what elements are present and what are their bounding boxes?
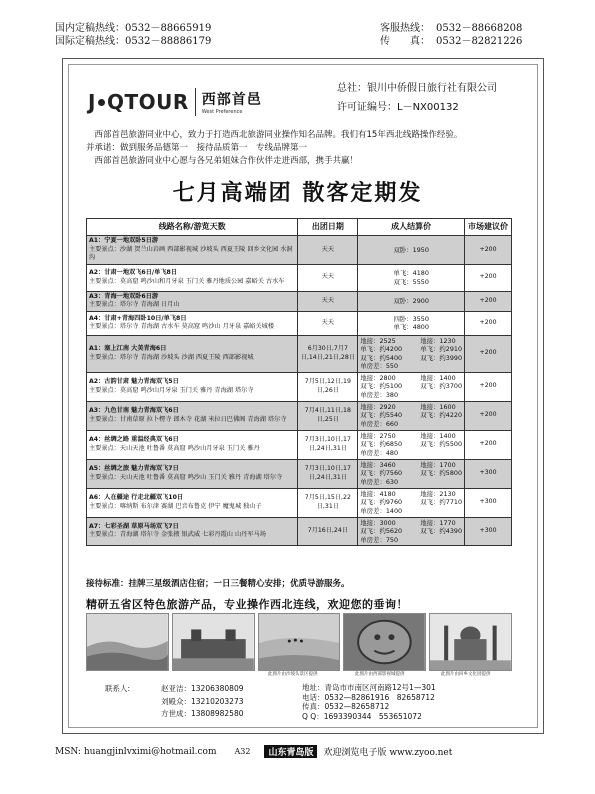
route-name: A4：丝绸之路 重温经典双飞6日 <box>89 436 179 443</box>
international-hotline: 国际定稿热线：0532－88886179 <box>55 36 212 47</box>
intro-text <box>86 129 526 168</box>
table-row <box>87 335 512 372</box>
price-cell <box>358 401 465 430</box>
depart-date: 天天 <box>298 291 358 311</box>
adult-price: 双卧：2900 <box>393 296 429 305</box>
route-cell <box>87 430 298 459</box>
website-text: 欢迎浏览电子版 www.zyoo.net <box>323 748 453 758</box>
depart-date: 7月5日,15日,22日,31日 <box>298 488 358 517</box>
route-name: A4：甘肃+青海四卧10日/单飞8日 <box>89 314 187 322</box>
price-cell <box>358 430 465 459</box>
adult-price: 地接：2525 单飞：约4200 双飞：约5400 单房差：550 <box>360 336 403 370</box>
route-cell <box>87 236 298 265</box>
photo-camels <box>258 613 341 671</box>
price-cell <box>358 517 465 546</box>
adult-price: 单飞：4180 双飞：5550 <box>393 269 429 286</box>
table-row <box>87 291 512 311</box>
domestic-hotline: 国内定稿热线：0532－88665919 <box>55 23 212 34</box>
contact-list <box>105 683 244 721</box>
price-cell <box>358 236 465 265</box>
price-cell <box>358 488 465 517</box>
depart-date: 6月30日,7月7日,14日,21日,28日 <box>298 335 358 372</box>
contact-row: 联系人: 赵亚洁： 13206380809 <box>105 684 244 693</box>
route-name: A3：青海一地双卧6日游 <box>89 292 159 300</box>
route-name: A5：丝绸之旅 魅力青海双飞7日 <box>89 465 179 472</box>
table-row <box>87 430 512 459</box>
intro-line-3: 西部首邑旅游同业中心愿与各兄弟姐妹合作伙伴走进西部，携手共赢！ <box>94 156 359 166</box>
hotline-left <box>55 22 211 48</box>
child-price: 地接：1600 双飞：约4220 <box>420 402 463 420</box>
company-info <box>337 82 497 115</box>
logo-chinese <box>202 89 262 115</box>
suggest-price: +200 <box>465 401 512 430</box>
price-cell <box>358 311 465 335</box>
price-cell <box>358 291 465 311</box>
suggest-price: +200 <box>465 430 512 459</box>
route-name: A2：甘肃一地双飞6日/单飞8日 <box>89 269 178 276</box>
route-cell <box>87 401 298 430</box>
child-price: 地接：1400 双飞：约3700 <box>420 373 463 391</box>
table-row <box>87 372 512 401</box>
adult-price: 地接：3460 双飞：约7560 单房差：630 <box>360 460 403 486</box>
suggest-price: +200 <box>465 236 512 265</box>
license-number: 许可证编号：L－NX00132 <box>337 102 459 113</box>
route-detail: 主要景点：青海湖 塔尔寺 金张掖 银武威 七彩丹霞山 山丹军马场 <box>89 531 266 539</box>
route-detail: 主要景点：沙湖 贺兰山岩画 西部影视城 沙坡头 西夏王陵 回乡文化园 水洞沟 <box>89 245 293 261</box>
depart-date: 7月3日,10日,17日,24日,31日 <box>298 430 358 459</box>
brand-logo <box>88 86 262 118</box>
depart-date: 天天 <box>298 311 358 335</box>
adult-price: 地接：2750 双飞：约6850 单房差：480 <box>360 431 403 457</box>
headline: 七月高端团 散客定期发 <box>172 181 423 206</box>
route-cell <box>87 291 298 311</box>
price-cell <box>358 372 465 401</box>
suggest-price: +200 <box>465 311 512 335</box>
header-route: 线路名称/游览天数 <box>87 219 298 236</box>
phone-1: 电话：0532—82861916 82658712 <box>302 692 435 702</box>
child-price: 地接：2130 双飞：约7710 <box>420 489 463 507</box>
route-cell <box>87 264 298 291</box>
photo-mosque <box>429 613 512 671</box>
depart-date: 天天 <box>298 236 358 265</box>
caption-1: 此图片由沙坡头景区提供 <box>268 672 318 677</box>
adult-price: 地接：4180 双飞：约9760 单房差：1400 <box>360 489 403 515</box>
logo-dot-icon <box>98 99 105 106</box>
edition-badge: 山东青岛版 <box>264 745 317 758</box>
route-cell <box>87 311 298 335</box>
table-row <box>87 311 512 335</box>
suggest-price: +200 <box>465 264 512 291</box>
photo-desert <box>86 613 169 671</box>
photo-strip <box>86 613 512 671</box>
intro-line-2: 并承诺：做到服务品德第一 接待品质第一 专线品牌第一 <box>86 143 308 153</box>
depart-date: 天天 <box>298 264 358 291</box>
table-row <box>87 459 512 488</box>
table-header <box>87 219 512 236</box>
child-price: 地接：1700 双飞：约5800 <box>420 460 463 478</box>
fax-label: 传 真： <box>380 36 430 47</box>
suggest-price: +200 <box>465 335 512 372</box>
suggest-price: +200 <box>465 291 512 311</box>
footer <box>55 745 452 758</box>
slogan: 精研五省区特色旅游产品，专业操作西北连线，欢迎您的垂询！ <box>86 598 408 611</box>
route-cell <box>87 488 298 517</box>
caption-3: 此图片由回乡文化园提供 <box>441 672 491 677</box>
route-table <box>86 218 512 546</box>
route-detail: 主要景点：莫高窟 鸣沙山月牙泉 玉门关 雅丹 青海湖 塔尔寺 <box>89 386 254 394</box>
suggest-price: +300 <box>465 488 512 517</box>
route-cell <box>87 335 298 372</box>
table-row <box>87 401 512 430</box>
route-name: A1：塞上江南 大美青海6日 <box>89 345 167 352</box>
route-name: A2：古韵甘肃 魅力青海双飞5日 <box>89 378 179 385</box>
logo-tagline: West Preference <box>201 109 243 115</box>
table-row <box>87 264 512 291</box>
depart-date: 7月16日,24日 <box>298 517 358 546</box>
route-cell <box>87 517 298 546</box>
depart-date: 7月4日,11日,18日,25日 <box>298 401 358 430</box>
logo-wordmark: J QTOUR <box>88 90 189 114</box>
route-detail: 主要景点：甘南草原 拉卜楞寺 郎木寺 花湖 米拉日巴佛阁 青海湖 塔尔寺 <box>89 415 287 423</box>
route-cell <box>87 372 298 401</box>
child-price: 地接：1400 双飞：约5500 <box>420 431 463 449</box>
route-name: A1：宁夏一地双卧5日游 <box>89 237 159 244</box>
child-price: 地接：1770 双飞：约4390 <box>420 518 463 535</box>
contact-row: 方世成： 13808982580 <box>161 709 244 718</box>
adult-price: 双卧：1950 <box>393 245 429 254</box>
table-row <box>87 488 512 517</box>
child-price: 地接：1230 单飞：约2910 双飞：约3990 <box>420 336 463 362</box>
adult-price: 四卧：3550 单飞：4800 <box>393 314 429 331</box>
hotline-right <box>380 22 522 48</box>
address-block <box>302 683 436 721</box>
page-number: A32 <box>234 747 251 756</box>
route-detail: 主要景点：塔尔寺 青海湖 沙坡头 沙湖 西夏王陵 西部影视城 <box>89 353 254 361</box>
adult-price: 地接：2800 双飞：约5100 单房差：380 <box>360 373 403 399</box>
logo-divider <box>195 88 196 116</box>
route-detail: 主要景点：天山天池 吐鲁番 莫高窟 鸣沙山月牙泉 玉门关 雅丹 <box>89 444 260 452</box>
table-row <box>87 517 512 546</box>
photo-rock-carving <box>343 613 426 671</box>
qq: Q Q：1693390344 553651072 <box>302 711 422 721</box>
route-name: A3：九色甘南 魅力青海双飞6日 <box>89 407 179 414</box>
adult-price: 地接：2920 双飞：约5540 单房差：660 <box>360 402 403 428</box>
msn-contact: MSN: huangjinlvximi@hotmail.com <box>55 746 217 757</box>
header-date: 出团日期 <box>298 219 358 236</box>
header-suggest: 市场建议价 <box>465 219 512 236</box>
photo-film-city <box>172 613 255 671</box>
header-price: 成人结算价 <box>358 219 465 236</box>
phone-2: 传真：0532—82658712 <box>302 702 390 712</box>
fax-number: 0532－82821226 <box>436 36 523 47</box>
service-label: 客服热线： <box>380 23 430 34</box>
route-name: A7：七彩圣湖 草原马场双飞7日 <box>89 522 179 530</box>
table-row <box>87 236 512 265</box>
price-cell <box>358 459 465 488</box>
route-detail: 主要景点：莫高窟 鸣沙山和月牙泉 玉门关 雅丹地质公园 嘉峪关 古水车 <box>89 277 285 285</box>
route-detail: 主要景点：塔尔寺 青海湖 古水车 莫高窟 鸣沙山 月牙泉 嘉峪关城楼 <box>89 323 275 330</box>
depart-date: 7月3日,10日,17日,24日,31日 <box>298 459 358 488</box>
route-detail: 主要景点：喀纳斯 布尔津 赛湖 巴音布鲁克 伊宁 魔鬼城 独山子 <box>89 502 262 510</box>
contact-row: 刘殿众： 13210203273 <box>161 696 244 706</box>
address: 地址：青岛市市南区河南路12号1—301 <box>302 683 436 692</box>
agency-name: 总社：银川中侨假日旅行社有限公司 <box>337 83 497 94</box>
route-cell <box>87 459 298 488</box>
price-cell <box>358 264 465 291</box>
service-standard: 接待标准：挂牌三星级酒店住宿；一日三餐精心安排；优质导游服务。 <box>86 579 350 589</box>
logo-cn-text: 西部首邑 <box>201 92 262 108</box>
route-name: A6：人在疆途 行走北疆双飞10日 <box>89 494 184 501</box>
suggest-price: +200 <box>465 372 512 401</box>
intro-line-1: 西部首邑旅游同业中心，致力于打造西北旅游同业操作知名品牌。我们有15年西北线路操作经验。 <box>94 130 463 140</box>
depart-date: 7月5日,12日,19日,26日 <box>298 372 358 401</box>
service-number: 0532－88668208 <box>436 23 523 34</box>
route-detail: 主要景点：塔尔寺 青海湖 日月山 <box>89 301 180 308</box>
adult-price: 地接：3000 双飞：约5620 单房差：750 <box>360 518 403 544</box>
suggest-price: +300 <box>465 517 512 546</box>
route-detail: 主要景点：天山天池 吐鲁番 莫高窟 鸣沙山 玉门关 雅丹 青海湖 塔尔寺 <box>89 473 283 481</box>
suggest-price: +300 <box>465 459 512 488</box>
price-cell <box>358 335 465 372</box>
caption-2: 此图片由西部影视城提供 <box>355 672 405 677</box>
